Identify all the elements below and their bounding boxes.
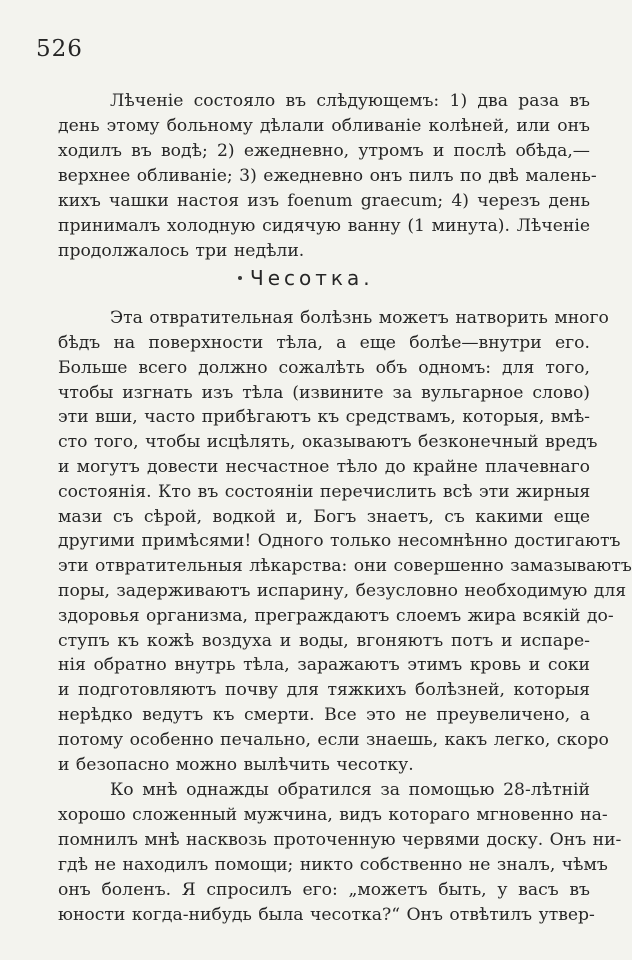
- text-line: помнилъ мнѣ насквозь проточенную червями доску. Онъ ни-: [58, 830, 622, 850]
- text-line: другими примѣсями! Одного только несомнѣнно достигаютъ: [58, 531, 621, 551]
- text-line: онъ боленъ. Я спросилъ его: „можетъ быть, у васъ въ: [58, 880, 590, 900]
- text-line: состоянія. Кто въ состояніи перечислить всѣ эти жирныя: [58, 482, 591, 502]
- text-line: и могутъ довести несчастное тѣло до крайне плачевнаго: [58, 457, 590, 477]
- text-line: кихъ чашки настоя изъ foenum graecum; 4) черезъ день: [58, 191, 590, 211]
- text-line: верхнее обливаніе; 3) ежедневно онъ пилъ по двѣ малень-: [58, 166, 597, 186]
- section-heading: Чесотка.: [250, 266, 374, 290]
- text-line: юности когда-нибудь была чесотка?“ Онъ отвѣтилъ утвер-: [58, 905, 595, 925]
- text-line: поры, задерживаютъ испарину, безусловно необходимую для: [58, 581, 627, 601]
- text-line: и безопасно можно вылѣчить чесотку.: [58, 755, 414, 775]
- text-line: хорошо сложенный мужчина, видъ котораго мгновенно на-: [58, 805, 608, 825]
- text-line: Лѣченіе состояло въ слѣдующемъ: 1) два раза въ: [110, 91, 590, 111]
- text-line: Больше всего должно сожалѣть объ одномъ: для того,: [58, 358, 590, 378]
- text-line: нерѣдко ведутъ къ смерти. Все это не преувеличено, а: [58, 705, 590, 725]
- text-line: Ко мнѣ однажды обратился за помощью 28-лѣтній: [110, 780, 590, 800]
- text-line: здоровья организма, преграждаютъ слоемъ жира всякій до-: [58, 606, 614, 626]
- text-line: ходилъ въ водѣ; 2) ежедневно, утромъ и послѣ обѣда,—: [58, 141, 590, 161]
- text-line: чтобы изгнать изъ тѣла (извините за вульгарное слово): [58, 383, 590, 403]
- text-line: день этому больному дѣлали обливаніе колѣней, или онъ: [58, 116, 590, 136]
- text-line: принималъ холодную сидячую ванну (1 минута). Лѣченіе: [58, 216, 590, 236]
- text-line: нія обратно внутрь тѣла, заражаютъ этимъ кровь и соки: [58, 655, 590, 675]
- text-line: Эта отвратительная болѣзнь можетъ натворить много: [110, 308, 609, 328]
- text-line: продолжалось три недѣли.: [58, 241, 305, 261]
- text-line: потому особенно печально, если знаешь, какъ легко, скоро: [58, 730, 609, 750]
- page-number: 526: [36, 36, 83, 62]
- text-line: гдѣ не находилъ помощи; никто собственно не зналъ, чѣмъ: [58, 855, 608, 875]
- text-line: эти отвратительныя лѣкарства: они совершенно замазываютъ: [58, 556, 632, 576]
- text-line: ступъ къ кожѣ воздуха и воды, вгоняютъ потъ и испаре-: [58, 631, 590, 651]
- text-line: и подготовляютъ почву для тяжкихъ болѣзней, которыя: [58, 680, 590, 700]
- text-line: бѣдъ на поверхности тѣла, а еще болѣе—внутри его.: [58, 333, 590, 353]
- text-line: сто того, чтобы исцѣлять, оказываютъ безконечный вредъ: [58, 432, 598, 452]
- text-line: мази съ сѣрой, водкой и, Богъ знаетъ, съ какими еще: [58, 507, 590, 527]
- heading-dot: [238, 276, 242, 280]
- text-line: эти вши, часто прибѣгаютъ къ средствамъ, которыя, вмѣ-: [58, 407, 590, 427]
